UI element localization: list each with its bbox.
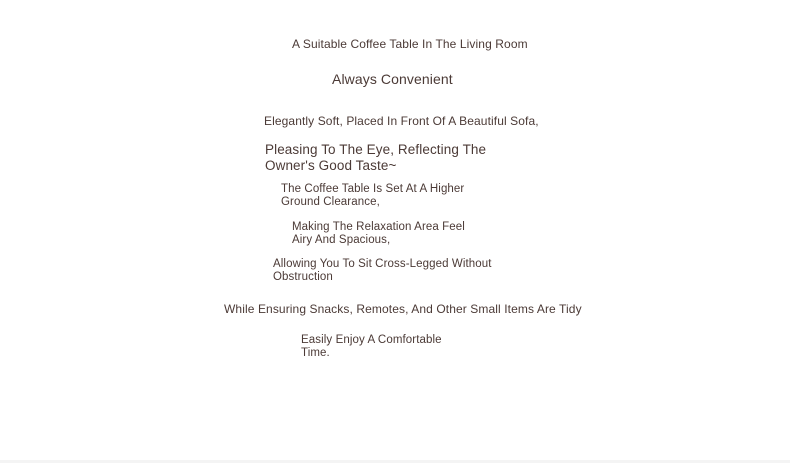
copy-line-2: [265, 142, 486, 174]
copy-line-7a: Easily Enjoy A Comfortable: [301, 334, 442, 346]
copy-line-5b: Obstruction: [273, 271, 333, 283]
copy-line-4: [292, 221, 465, 247]
copy-line-3a: The Coffee Table Is Set At A Higher: [281, 183, 465, 195]
copy-line-4b: Airy And Spacious,: [292, 234, 391, 246]
subheadline: Always Convenient: [332, 71, 453, 87]
copy-line-6: While Ensuring Snacks, Remotes, And Other Small Items Are Tidy: [224, 302, 582, 316]
copy-line-2a: Pleasing To The Eye, Reflecting The: [265, 142, 487, 157]
copy-line-7: [301, 334, 442, 360]
copy-line-3b: Ground Clearance,: [281, 196, 380, 208]
copy-line-5a: Allowing You To Sit Cross-Legged Without: [273, 258, 492, 270]
headline: A Suitable Coffee Table In The Living Room: [292, 37, 528, 51]
copy-line-5: [273, 258, 492, 284]
copy-line-1: Elegantly Soft, Placed In Front Of A Beautiful Sofa,: [264, 114, 539, 128]
copy-line-7b: Time.: [301, 347, 330, 359]
copy-line-2b: Owner's Good Taste~: [265, 158, 397, 173]
copy-line-3: [281, 183, 464, 209]
copy-line-4a: Making The Relaxation Area Feel: [292, 221, 465, 233]
